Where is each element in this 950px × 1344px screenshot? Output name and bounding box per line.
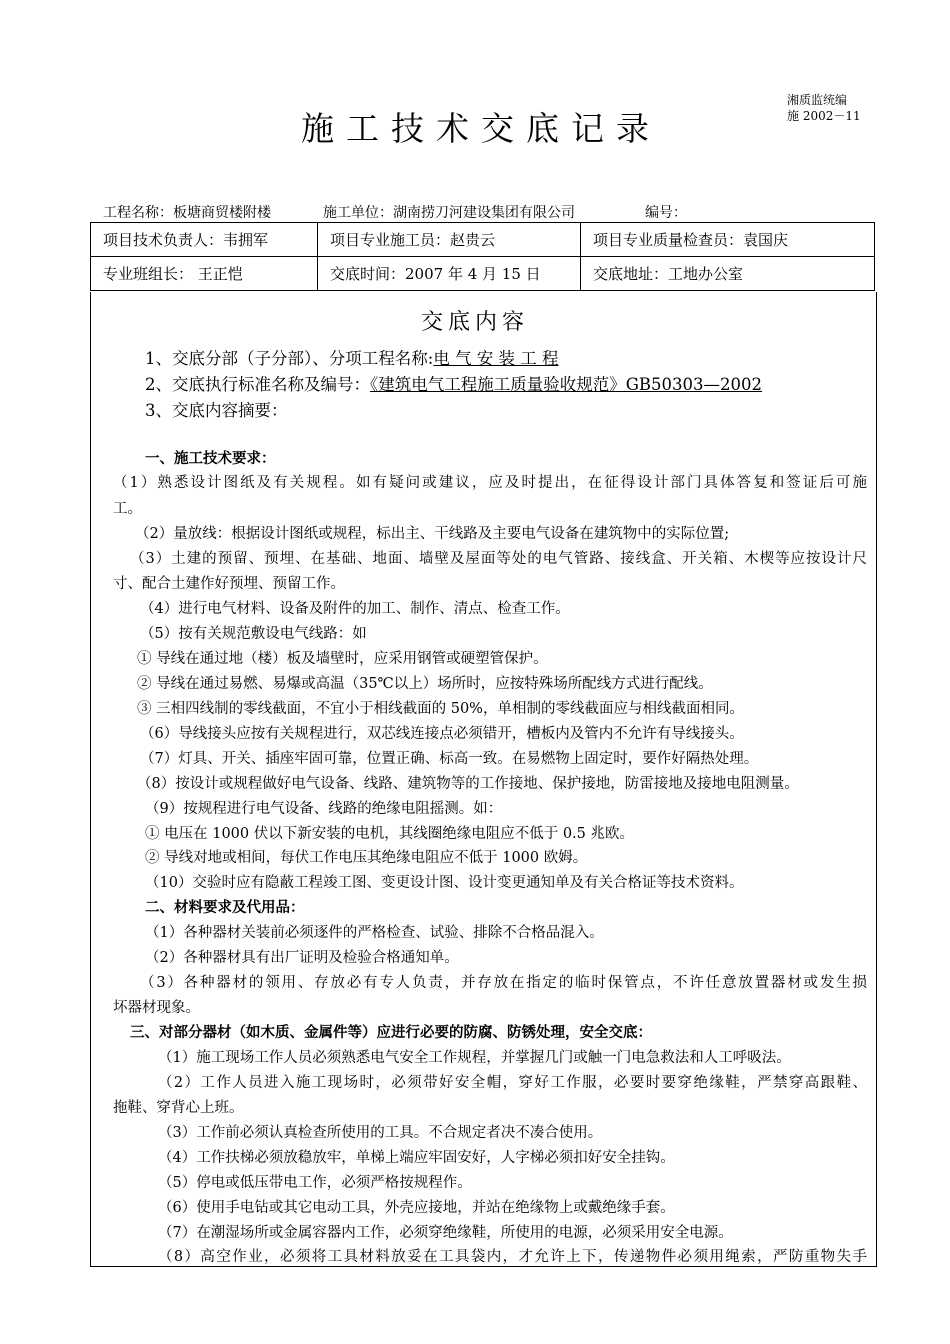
document-number: 编号： <box>645 205 687 221</box>
briefing-time-cell: 交底时间：2007 年 4 月 15 日 <box>318 257 581 291</box>
item-3-label: 3、交底内容摘要： <box>145 401 288 420</box>
text-line: ① 导线在通过地（楼）板及墙壁时，应采用钢管或硬塑管保护。 <box>137 651 548 667</box>
heading-2: 二、材料要求及代用品： <box>145 899 305 916</box>
text-line: （6）使用手电钻或其它电动工具，外壳应接地，并站在绝缘物上或戴绝缘手套。 <box>158 1200 675 1216</box>
technical-lead-cell: 项目技术负责人：韦拥军 <box>91 223 318 257</box>
quality-inspector-cell: 项目专业质量检查员：袁国庆 <box>581 223 875 257</box>
text-line: （6）导线接头应按有关规程进行，双芯线连接点必须错开，槽板内及管内不允许有导线接头。 <box>140 726 744 742</box>
text-line: （4）工作扶梯必须放稳放牢，单梯上端应牢固安好，人字梯必须扣好安全挂钩。 <box>158 1150 675 1166</box>
text-line: （3）土建的预留、预埋、在基础、地面、墙壁及屋面等处的电气管路、接线盒、开关箱、木楔等应按设计尺 <box>130 551 867 567</box>
document-code-line2: 施 2002－11 <box>787 109 861 123</box>
text-line: 寸、配合土建作好预埋、预留工作。 <box>113 576 345 592</box>
text-line: （3）各种器材的领用、存放必有专人负责，并存放在指定的临时保管点，不许任意放置器材或发生损 <box>140 975 867 991</box>
heading-1: 一、施工技术要求： <box>145 450 276 467</box>
construction-unit: 施工单位：湖南捞刀河建设集团有限公司 <box>323 205 575 221</box>
text-line: （10）交验时应有隐蔽工程竣工图、变更设计图、设计变更通知单及有关合格证等技术资料。 <box>145 875 744 891</box>
item-1-value: 电 气 安 装 工 程 <box>433 349 559 368</box>
text-line: ① 电压在 1000 伏以下新安装的电机，其线圈绝缘电阻应不低于 0.5 兆欧。 <box>145 826 635 842</box>
text-line: （7）在潮湿场所或金属容器内工作，必须穿绝缘鞋，所使用的电源，必须采用安全电源。 <box>158 1225 733 1241</box>
text-line: （7）灯具、开关、插座牢固可靠，位置正确、标高一致。在易燃物上固定时，要作好隔热处理。 <box>140 751 759 767</box>
table-row <box>91 257 875 291</box>
text-line: （2）工作人员进入施工现场时，必须带好安全帽，穿好工作服，必要时要穿绝缘鞋，严禁穿高跟鞋、 <box>158 1075 867 1091</box>
text-line: （3）工作前必须认真检查所使用的工具。不合规定者决不凑合使用。 <box>158 1125 603 1141</box>
table-row <box>91 223 875 257</box>
briefing-location-cell: 交底地址：工地办公室 <box>581 257 875 291</box>
text-line: 坏器材现象。 <box>113 1000 200 1016</box>
item-2-value: 《建筑电气工程施工质量验收规范》GB50303—2002 <box>370 375 763 394</box>
text-line: 拖鞋、穿背心上班。 <box>113 1100 244 1116</box>
text-line: ② 导线对地或相间，每伏工作电压其绝缘电阻应不低于 1000 欧姆。 <box>145 850 588 866</box>
text-line: （8）高空作业，必须将工具材料放妥在工具袋内，才允许上下，传递物件必须用绳索，严防重物失手 <box>158 1249 867 1265</box>
text-line: （4）进行电气材料、设备及附件的加工、制作、清点、检查工作。 <box>140 601 570 617</box>
personnel-table <box>90 222 875 291</box>
text-line: 工。 <box>113 501 142 517</box>
page-title: 施工技术交底记录 <box>301 109 661 148</box>
item-2-label: 2、交底执行标准名称及编号： <box>145 375 370 394</box>
item-3 <box>145 397 288 421</box>
item-1-label: 1、交底分部（子分部）、分项工程名称: <box>145 349 434 368</box>
text-line: （1）熟悉设计图纸及有关规程。如有疑问或建议，应及时提出，在征得设计部门具体答复和签证后可施 <box>113 475 867 491</box>
text-line: ② 导线在通过易燃、易爆或高温（35℃以上）场所时，应按特殊场所配线方式进行配线。 <box>137 676 713 692</box>
text-line: （1）各种器材关装前必须逐件的严格检查、试验、排除不合格品混入。 <box>145 925 604 941</box>
item-1 <box>145 345 559 369</box>
heading-3: 三、对部分器材（如木质、金属件等）应进行必要的防腐、防锈处理，安全交底： <box>130 1024 652 1041</box>
text-line: （5）按有关规范敷设电气线路：如 <box>140 626 367 642</box>
text-line: （2）各种器材具有出厂证明及检验合格通知单。 <box>145 950 459 966</box>
item-2 <box>145 371 762 395</box>
text-line: （2）量放线：根据设计图纸或规程，标出主、干线路及主要电气设备在建筑物中的实际位置; <box>135 526 730 542</box>
document-code-line1: 湘质监统编 <box>787 93 848 107</box>
construction-officer-cell: 项目专业施工员：赵贵云 <box>318 223 581 257</box>
text-line: （5）停电或低压带电工作，必须严格按规程作。 <box>158 1175 472 1191</box>
team-leader-cell: 专业班组长： 王正恺 <box>91 257 318 291</box>
text-line: （1）施工现场工作人员必须熟悉电气安全工作规程，并掌握几门或触一门电急救法和人工呼吸法。 <box>158 1050 791 1066</box>
text-line: （9）按规程进行电气设备、线路的绝缘电阻摇测。如： <box>145 801 503 817</box>
text-line: （8）按设计或规程做好电气设备、线路、建筑物等的工作接地、保护接地，防雷接地及接地电阻测量。 <box>137 776 799 792</box>
section-title: 交底内容 <box>420 310 529 335</box>
project-name: 工程名称：板塘商贸楼附楼 <box>103 205 271 221</box>
text-line: ③ 三相四线制的零线截面，不宜小于相线截面的 50%，单相制的零线截面应与相线截面相同。 <box>137 701 744 717</box>
